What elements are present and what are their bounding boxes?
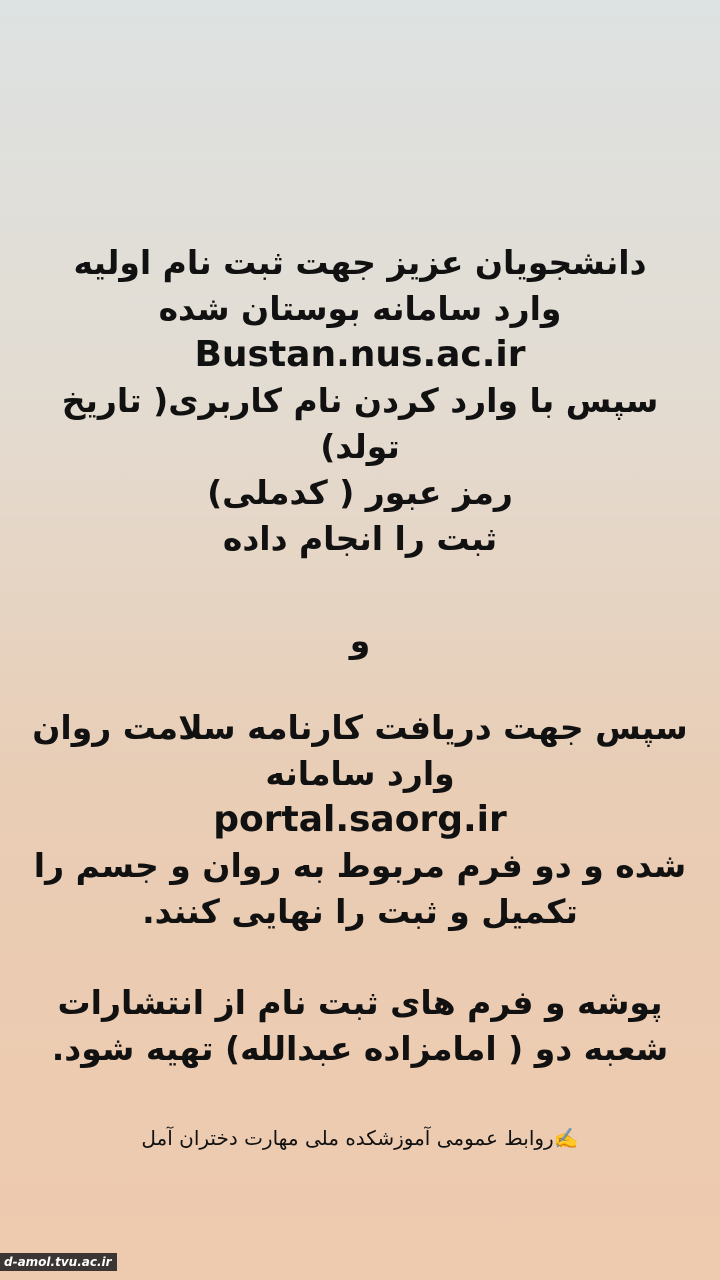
- portal-url-text: portal.saorg.ir: [213, 799, 507, 840]
- text-line: ثبت را انجام داده: [222, 519, 498, 558]
- text-line: وارد سامانه بوستان شده: [158, 289, 562, 328]
- message-block-health-record: [0, 705, 720, 935]
- text-line: سپس با وارد کردن نام کاربری( تاریخ: [61, 381, 659, 420]
- text-line: پوشه و فرم های ثبت نام از انتشارات: [57, 983, 663, 1022]
- message-block-forms: [0, 980, 720, 1072]
- text-line: وارد سامانه: [265, 754, 455, 793]
- message-block-registration: [0, 240, 720, 562]
- text-line: تولد): [320, 427, 400, 466]
- conjunction-text: و: [349, 621, 371, 660]
- text-line: سپس جهت دریافت کارنامه سلامت روان: [32, 708, 688, 747]
- bustan-url-text: Bustan.nus.ac.ir: [194, 334, 526, 375]
- text-line: تکمیل و ثبت را نهایی کنند.: [142, 892, 578, 931]
- text-line: رمز عبور ( کدملی): [207, 473, 513, 512]
- text-line: شده و دو فرم مربوط به روان و جسم را: [33, 846, 687, 885]
- text-line: دانشجویان عزیز جهت ثبت نام اولیه: [73, 243, 647, 282]
- conjunction-block: [0, 618, 720, 664]
- text-line: شعبه دو ( امامزاده عبدالله) تهیه شود.: [51, 1029, 669, 1068]
- signature-text: ✍️روابط عمومی آموزشکده ملی مهارت دختران آمل: [141, 1126, 579, 1150]
- site-watermark: d-amol.tvu.ac.ir: [0, 1253, 117, 1271]
